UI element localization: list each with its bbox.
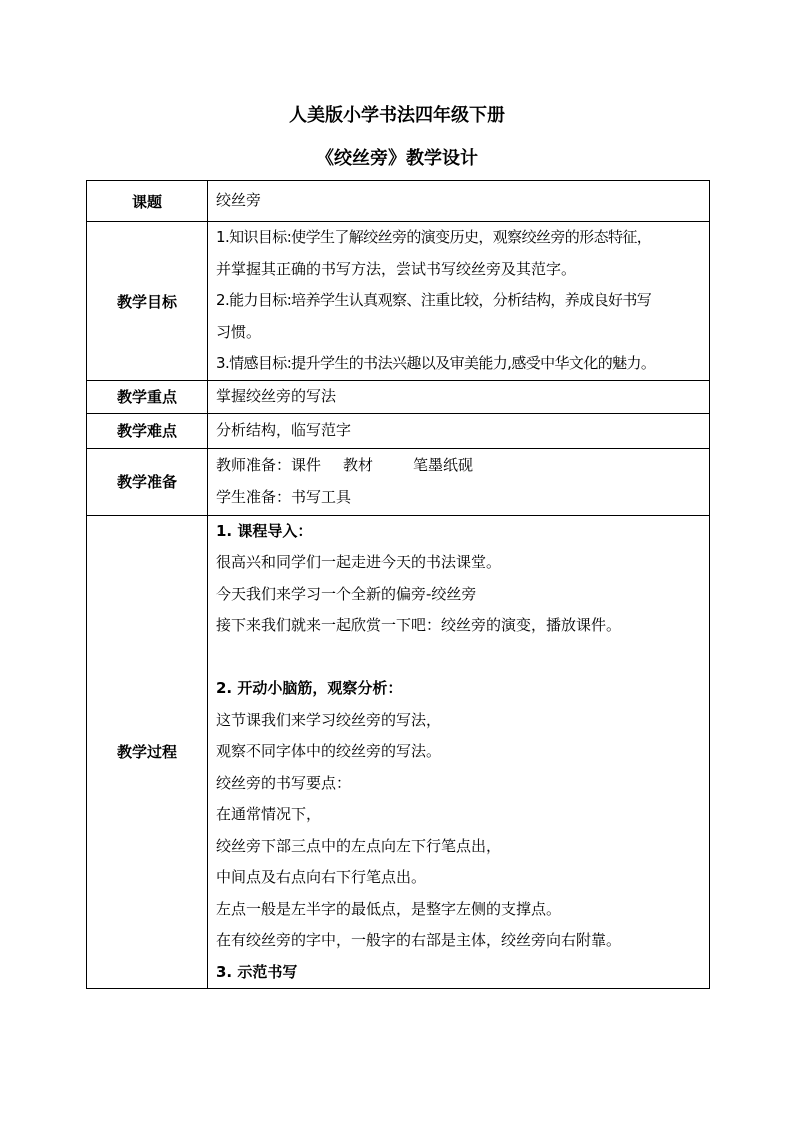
teacher-prep-item-2: 教材: [343, 456, 374, 474]
row-key-point: [87, 381, 710, 414]
row-goals: [87, 222, 710, 381]
key-point-text: 掌握绞丝旁的写法: [216, 387, 337, 405]
blank-line: [216, 642, 703, 674]
difficulty-label: 教学难点: [87, 413, 208, 448]
student-preparation: 学生准备：书写工具: [216, 487, 352, 506]
teacher-prep-item-1: 教师准备：课件: [216, 456, 322, 474]
process-line: 绞丝旁的书写要点：: [216, 773, 352, 792]
process-line: 在通常情况下，: [216, 805, 322, 823]
difficulty-text: 分析结构，临写范字: [216, 420, 352, 439]
row-preparation: [87, 448, 710, 515]
row-difficulty: [87, 413, 710, 448]
goal-line: 1.知识目标:使学生了解绞丝旁的演变历史，观察绞丝旁的形态特征，: [216, 228, 652, 247]
goals-content: [208, 222, 710, 381]
teacher-preparation: [216, 450, 703, 482]
preparation-label: 教学准备: [87, 448, 208, 515]
process-section-title: 1. 课程导入：: [216, 521, 313, 540]
process-line: 左点一般是左半字的最低点，是整字左侧的支撑点。: [216, 899, 562, 918]
preparation-content: [208, 448, 710, 515]
difficulty-value: [208, 413, 710, 448]
key-point-label: 教学重点: [87, 381, 208, 414]
goal-line: 2.能力目标:培养学生认真观察、注重比较，分析结构，养成良好书写: [216, 291, 652, 310]
process-section-title: 2. 开动小脑筋，观察分析：: [216, 679, 403, 697]
topic-label: 课题: [87, 181, 208, 222]
goal-line: 并掌握其正确的书写方法，尝试书写绞丝旁及其范字。: [216, 259, 577, 278]
process-line: 观察不同字体中的绞丝旁的写法。: [216, 742, 442, 760]
process-line: 这节课我们来学习绞丝旁的写法，: [216, 710, 442, 729]
goals-label: 教学目标: [87, 222, 208, 381]
key-point-value: [208, 381, 710, 414]
process-line: 很高兴和同学们一起走进今天的书法课堂。: [216, 553, 502, 571]
process-line: 接下来我们就来一起欣赏一下吧：绞丝旁的演变，播放课件。: [216, 616, 622, 634]
process-content: [208, 515, 710, 989]
lesson-plan-table: [86, 180, 710, 989]
topic-value: [208, 181, 710, 222]
process-line: 今天我们来学习一个全新的偏旁-绞丝旁: [216, 584, 477, 603]
goal-line: 习惯。: [216, 322, 262, 341]
teacher-prep-item-3: 笔墨纸砚: [413, 456, 474, 474]
process-line: 绞丝旁下部三点中的左点向左下行笔点出，: [216, 836, 502, 855]
process-line: 在有绞丝旁的字中，一般字的右部是主体，绞丝旁向右附靠。: [216, 931, 622, 949]
document-title: 人美版小学书法四年级下册: [289, 105, 505, 126]
process-section-title: 3. 示范书写: [216, 962, 298, 981]
process-line: 中间点及右点向右下行笔点出。: [216, 868, 427, 886]
row-topic: [87, 181, 710, 222]
document-subtitle: 《绞丝旁》教学设计: [316, 148, 478, 169]
topic-text: 绞丝旁: [216, 191, 262, 210]
goal-line: 3.情感目标:提升学生的书法兴趣以及审美能力,感受中华文化的魅力。: [216, 354, 656, 373]
process-label: 教学过程: [87, 515, 208, 989]
row-process: [87, 515, 710, 989]
